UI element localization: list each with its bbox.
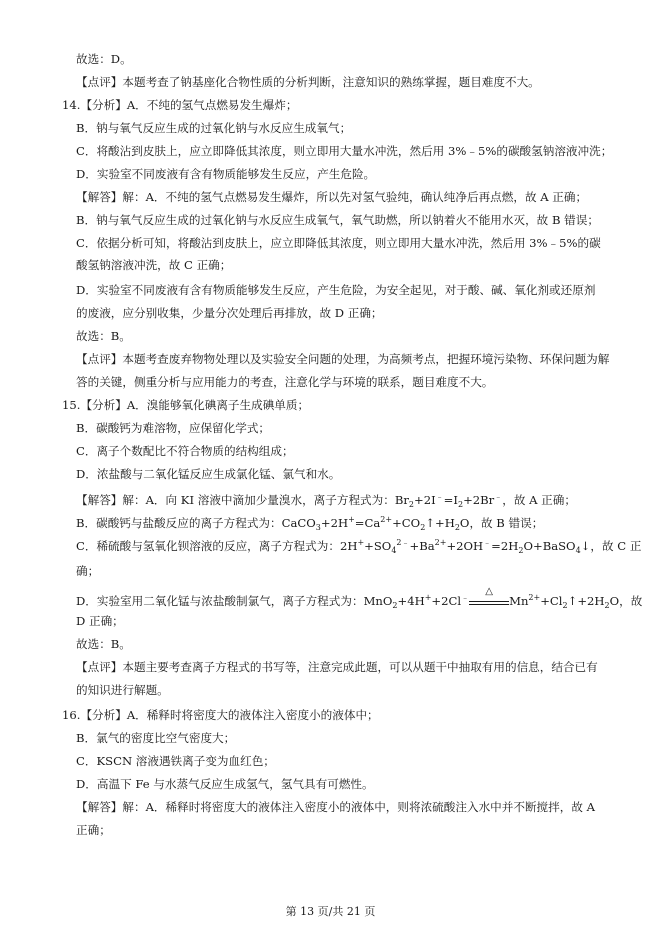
text-line: C．KSCN 溶液遇铁离子变为血红色；	[76, 754, 275, 768]
text-line: 故选：D。	[76, 52, 132, 66]
text-line: 酸氢钠溶液冲洗，故 C 正确；	[76, 258, 232, 272]
page-footer: 第 13 页/共 21 页	[285, 905, 376, 918]
text-line: 【解答】解：A．稀释时将密度大的液体注入密度小的液体中，则将浓硫酸注入水中并不断搅拌，故 A	[76, 800, 595, 814]
text-span: 【解答】解：A．向 KI 溶液中滴加少量溴水，离子方程式为：	[76, 492, 395, 507]
text-line: C．离子个数配比不符合物质的结构组成；	[76, 444, 294, 458]
equation-line-b: B．碳酸钙与盐酸反应的离子方程式为：$CaCO_3+2H^+=Ca^{2+}+CO_2↑+H_2O$，故 B 错误；	[76, 515, 544, 533]
heat-icon: △	[485, 585, 493, 597]
text-span: ，故 C 正	[590, 538, 642, 553]
text-line: 16.【分析】A．稀释时将密度大的液体注入密度小的液体中；	[62, 708, 379, 722]
text-span: C．稀硫酸与氢氧化钡溶液的反应，离子方程式为：	[76, 538, 340, 553]
text-line: C．依据分析可知，将酸沾到皮肤上，应立即降低其浓度，则立即用大量水冲洗，然后用 3%﹣5%的碳	[76, 236, 601, 250]
text-line: C．将酸沾到皮肤上，应立即降低其浓度，则立即用大量水冲洗，然后用 3%﹣5%的碳酸氢钠溶液冲洗；	[76, 144, 613, 158]
heat-condition-arrow	[469, 585, 509, 605]
text-span: D．实验室用二氧化锰与浓盐酸制氯气，离子方程式为：	[76, 593, 364, 608]
text-line: 故选：B。	[76, 637, 131, 651]
equation-line-a: 【解答】解：A．向 KI 溶液中滴加少量溴水，离子方程式为：$Br_2+2I^﹣=I_2+2Br^﹣$，故 A 正确；	[76, 492, 576, 510]
text-line: B．氯气的密度比空气密度大；	[76, 731, 236, 745]
text-line: D．实验室不同废液有含有物质能够发生反应，产生危险，为安全起见，对于酸、碱、氧化剂或还原剂	[76, 283, 596, 297]
text-span: B．碳酸钙与盐酸反应的离子方程式为：	[76, 515, 282, 530]
text-span: ，故 A 正确；	[502, 492, 576, 507]
text-line: 【点评】本题主要考查离子方程式的书写等，注意完成此题，可以从题干中抽取有用的信息，结合已有	[76, 660, 598, 674]
text-line: 15.【分析】A．溴能够氧化碘离子生成碘单质；	[62, 398, 310, 412]
text-line: 正确；	[76, 823, 111, 837]
text-line: 【点评】本题考查废弃物物处理以及实验安全问题的处理，为高频考点，把握环境污染物、环保问题为解	[76, 352, 610, 366]
text-line: 故选：B。	[76, 329, 131, 343]
text-span: ，故 B 错误；	[469, 515, 544, 530]
text-line: 【点评】本题考查了钠基座化合物性质的分析判断，注意知识的熟练掌握，题目难度不大。	[76, 75, 540, 89]
text-line: B．碳酸钙为难溶物，应保留化学式；	[76, 421, 271, 435]
text-line: B．钠与氧气反应生成的过氧化钠与水反应生成氧气；	[76, 121, 352, 135]
text-line: D．高温下 Fe 与水蒸气反应生成氢气，氢气具有可燃性。	[76, 777, 374, 791]
text-line: 确；	[76, 564, 100, 578]
text-span: ，故	[619, 593, 643, 608]
text-line: 14.【分析】A．不纯的氢气点燃易发生爆炸；	[62, 98, 298, 112]
text-line: 的废液，应分别收集，少量分次处理后再排放，故 D 正确；	[76, 306, 383, 320]
text-line: D．浓盐酸与二氧化锰反应生成氯化锰、氯气和水。	[76, 467, 341, 481]
text-line: 答的关键，侧重分析与应用能力的考查，注意化学与环境的联系，题目难度不大。	[76, 375, 494, 389]
text-line: D．实验室不同废液有含有物质能够发生反应，产生危险。	[76, 167, 376, 181]
text-line: 【解答】解：A．不纯的氢气点燃易发生爆炸，所以先对氢气验纯，确认纯净后再点燃，故 A 正确；	[76, 190, 588, 204]
equation-line-c: C．稀硫酸与氢氧化钡溶液的反应，离子方程式为：$2H^++SO_4^{2﹣}+Ba^{2+}+2OH^﹣=2H_2O+BaSO_4↓$，故 C 正	[76, 538, 642, 556]
text-line: B．钠与氧气反应生成的过氧化钠与水反应生成氧气，氧气助燃，所以钠着火不能用水灭，故 B 错误；	[76, 213, 599, 227]
equation-line-d: D．实验室用二氧化锰与浓盐酸制氯气，离子方程式为：MnO$_2$+4H++2Cl﹣ △ $Mn^{2+}+Cl_2↑+2H_2O$，故	[76, 585, 643, 611]
text-line: 的知识进行解题。	[76, 683, 169, 697]
text-line: D 正确；	[76, 614, 124, 628]
